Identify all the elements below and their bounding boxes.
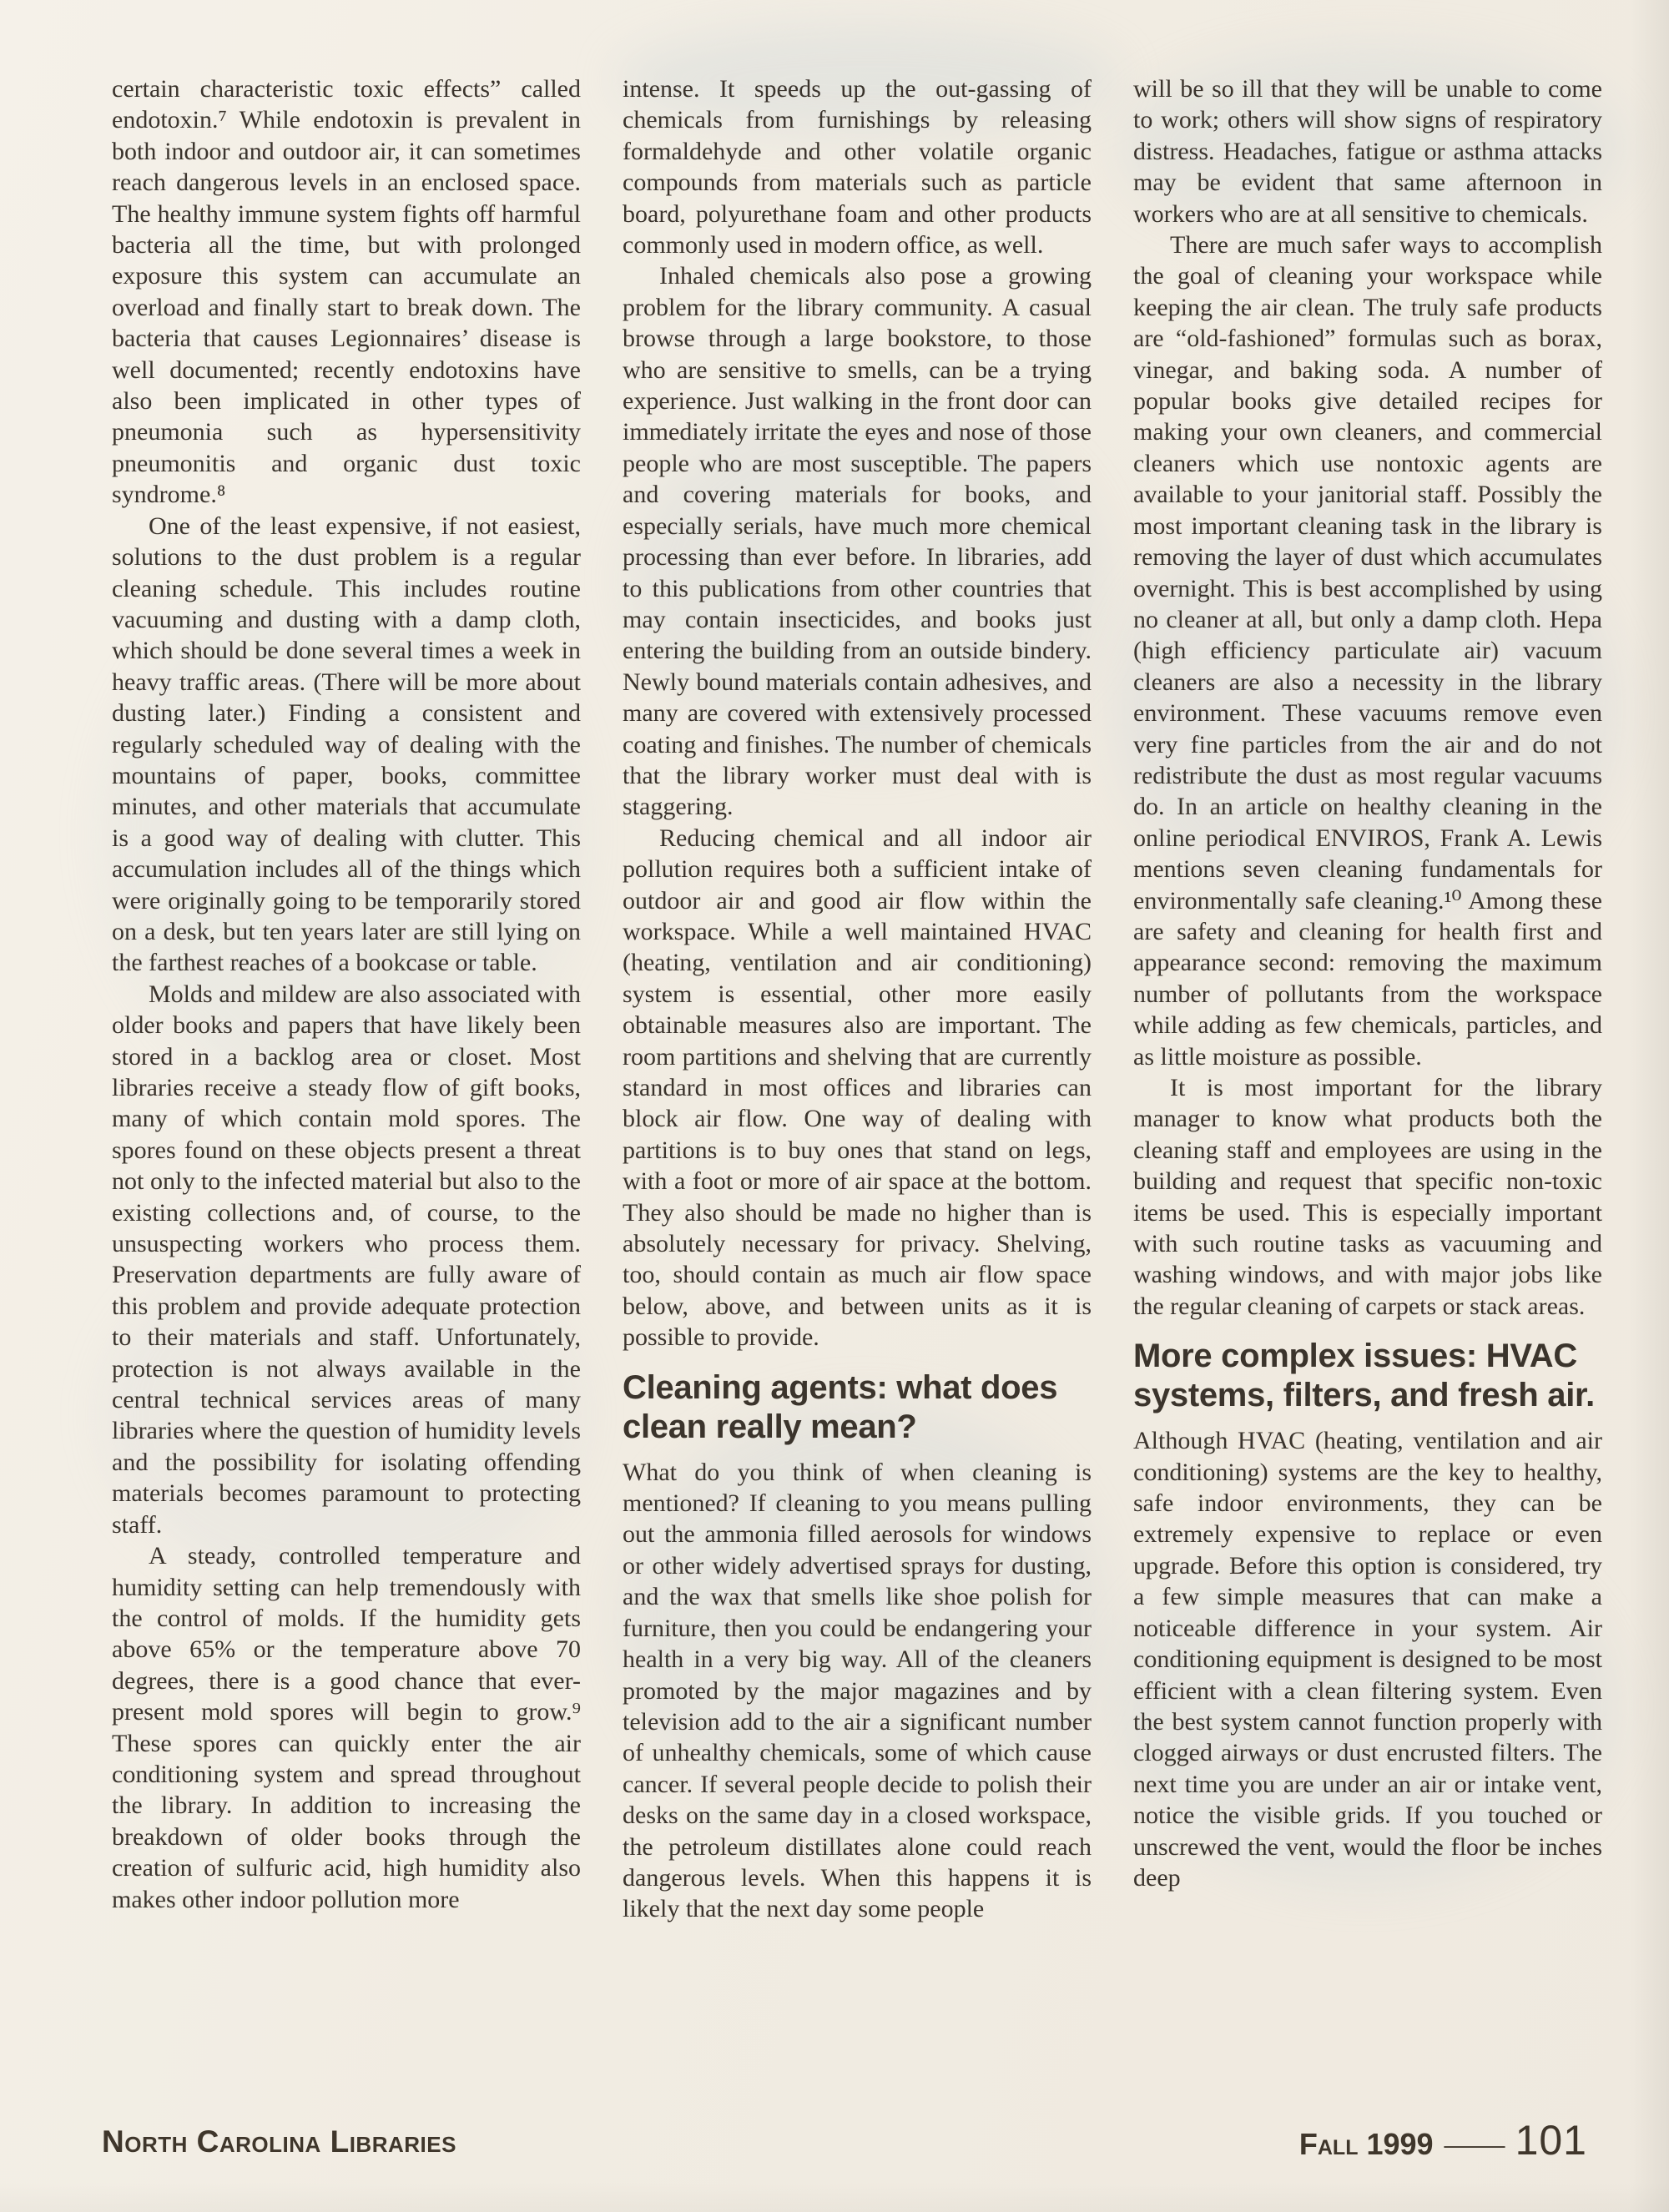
paragraph: certain characteristic toxic effects” called endotoxin.⁷ While endotoxin is prevalent in both indoor and outdoor air, it can sometimes reach dangerous levels in an enclosed space. The healthy immune system fights off harmful bacteria all the time, but with prolonged exposure this system can accumulate an overload and finally start to break down. The bacteria that causes Legionnaires’ disease is well documented; recently endotoxins have also been implicated in other types of pneumonia such as hypersensitivity pneumonitis and organic dust toxic syndrome.⁸ [112, 75, 581, 509]
paragraph: intense. It speeds up the out-gassing of chemicals from furnishings by releasing formaldehyde and other volatile organic compounds from materials such as particle board, polyurethane foam and other products commonly used in modern office, as well. [623, 75, 1092, 259]
paragraph: One of the least expensive, if not easiest, solutions to the dust problem is a regular cleaning schedule. This includes routine vacuuming and dusting with a damp cloth, which should be done several times a week in heavy traffic areas. (There will be more about dusting later.) Finding a consistent and regularly scheduled way of dealing with the mountains of paper, books, committee minutes, and other materials that accumulate is a good way of dealing with clutter. This accumulation includes all of the things which were originally going to be temporarily stored on a desk, but ten years later are still lying on the farthest reaches of a bookcase or table. [112, 511, 581, 977]
section-heading-hvac-systems: More complex issues: HVAC systems, filters, and fresh air. [1133, 1338, 1595, 1414]
page-edge-shadow [0, 2182, 1669, 2212]
paragraph: will be so ill that they will be unable to come to work; others will show signs of respiratory distress. Headaches, fatigue or asthma attacks may be evident that same afternoon in workers who are at all sensitive to chemicals. [1133, 75, 1602, 228]
journal-title: North Carolina Libraries [102, 2124, 456, 2159]
paragraph: It is most important for the library manager to know what products both the cleaning staff and employees are using in the building and request that specific non-toxic items be used. This is especially important with such routine tasks as vacuuming and washing windows, and with major jobs like the regular cleaning of carpets or stack areas. [1133, 1074, 1602, 1320]
text-column-2 [623, 73, 1092, 2083]
issue-label: Fall 1999 [1298, 2127, 1434, 2161]
paragraph: Although HVAC (heating, ventilation and air conditioning) systems are the key to healthy, safe indoor environments, they can be extremely expensive to replace or even upgrade. Before this option is considered, try a few simple measures that can make a noticeable difference in your system. Air conditioning equipment is designed to be most efficient with a clean filtering system. Even the best system cannot function properly with clogged airways or dust encrusted filters. The next time you are under an air or intake vent, notice the visible grids. If you touched or unscrewed the vent, would the floor be inches deep [1133, 1427, 1602, 1892]
paragraph: There are much safer ways to accomplish the goal of cleaning your workspace while keeping the air clean. The truly safe products are “old-fashioned” formulas such as borax, vinegar, and baking soda. A number of popular books give detailed recipes for making your own cleaners, and commercial cleaners which use nontoxic agents are available to your janitorial staff. Possibly the most important cleaning task in the library is removing the layer of dust which accumulates overnight. This is best accomplished by using no cleaner at all, but only a damp cloth. Hepa (high efficiency particulate air) vacuum cleaners are also a necessity in the library environment. These vacuums remove even very fine particles from the air and do not redistribute the dust as most regular vacuums do. In an article on healthy cleaning in the online periodical ENVIROS, Frank A. Lewis mentions seven cleaning fundamentals for environmentally safe cleaning.¹⁰ Among these are safety and cleaning for health first and appearance second: removing the maximum number of pollutants from the workspace while adding as few chemicals, particles, and as little moisture as possible. [1133, 231, 1602, 1071]
paragraph: Molds and mildew are also associated with older books and papers that have likely been stored in a backlog area or closet. Most libraries receive a steady flow of gift books, many of which contain mold spores. The spores found on these objects present a threat not only to the infected material but also to the existing collections and, of course, to the unsuspecting workers who process them. Preservation departments are fully aware of this problem and provide adequate protection to their materials and staff. Unfortunately, protection is not always available in the central technical services areas of many libraries where the question of humidity levels and the possibility for isolating offending materials becomes paramount to protecting staff. [112, 980, 581, 1539]
footer-issue-and-page [1299, 2116, 1587, 2164]
text-column-3 [1133, 73, 1602, 2083]
footer-dash: — [1444, 2127, 1505, 2162]
paragraph: What do you think of when cleaning is mentioned? If cleaning to you means pulling out the ammonia filled aerosols for windows or other widely advertised sprays for dusting, and the wax that smells like shoe polish for furniture, then you could be endangering your health in a very big way. All of the cleaners promoted by the major magazines and by television add to the air a significant number of unhealthy chemicals, some of which cause cancer. If several people decide to polish their desks on the same day in a closed workspace, the petroleum distillates alone could reach dangerous levels. When this happens it is likely that the next day some people [623, 1458, 1092, 1923]
paragraph: Inhaled chemicals also pose a growing problem for the library community. A casual browse through a large bookstore, to those who are sensitive to smells, can be a trying experience. Just walking in the front door can immediately irritate the eyes and nose of those people who are most susceptible. The papers and covering materials for books, and especially serials, have much more chemical processing than ever before. In libraries, add to this publications from other countries that may contain insecticides, and books just entering the building from an outside bindery. Newly bound materials contain adhesives, and many are covered with extensively processed coating and finishes. The number of chemicals that the library worker must deal with is staggering. [623, 262, 1092, 821]
page-number: 101 [1515, 2117, 1587, 2164]
page-edge-shadow [1629, 0, 1669, 2212]
paragraph: Reducing chemical and all indoor air pollution requires both a sufficient intake of outdoor air and good air flow within the workspace. While a well maintained HVAC (heating, ventilation and air conditioning) system is essential, other more easily obtainable measures also are important. The room partitions and shelving that are currently standard in most offices and libraries can block air flow. One way of dealing with partitions is to buy ones that stand on legs, with a foot or more of air space at the bottom. They also should be made no higher than is absolutely necessary for privacy. Shelving, too, should contain as much air flow space below, above, and between units as it is possible to provide. [623, 824, 1092, 1352]
paragraph: A steady, controlled temperature and humidity setting can help tremendously with the control of molds. If the humidity gets above 65% or the temperature above 70 degrees, there is a good chance that ever-present mold spores will begin to grow.⁹ These spores can quickly enter the air conditioning system and spread throughout the library. In addition to increasing the breakdown of older books through the creation of sulfuric acid, high humidity also makes other indoor pollution more [112, 1542, 581, 1913]
text-column-1 [112, 73, 581, 2083]
section-heading-cleaning-agents: Cleaning agents: what does clean really mean? [623, 1368, 1058, 1445]
